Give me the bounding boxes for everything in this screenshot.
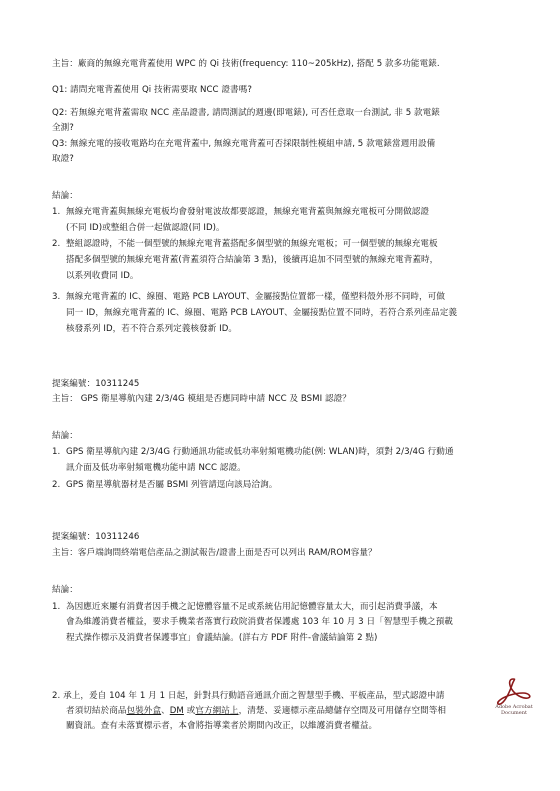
- section1-subject: 主旨：廠商的無線充電背蓋使用 WPC 的 Qi 技術(frequency: 110~205kHz), 搭配 5 款多功能電錶.: [52, 59, 440, 69]
- attachment-caption: [480, 704, 548, 716]
- section1-conclusion-label: 結論：: [52, 191, 78, 201]
- section1-item2-line3: 以系列收費同 ID。: [66, 271, 139, 281]
- section2-item2-line1: GPS 衛星導航器材是否屬 BSMI 列管請逕向該局洽詢。: [66, 480, 278, 490]
- section1-item3-number: 3.: [52, 292, 61, 302]
- section1-item3-line2: 同一 ID，無線充電背蓋的 IC、線圈、電路 PCB LAYOUT、金屬接點位置不同時，若符合系列產品定義: [66, 308, 457, 318]
- section1-item3-line3: 核發系列 ID，若不符合系列定義核發新 ID。: [66, 324, 238, 334]
- section3-item2-line3: 關資訊。查有未落實標示者，本會將指導業者於期間內改正，以維護消費者權益。: [66, 721, 378, 731]
- attachment-caption-line1: Adobe Acrobat: [495, 704, 533, 710]
- underlined-packaging: 包裝外盒: [126, 706, 162, 716]
- section3-item1-line3: 程式操作標示及消費者保護事宜」會議結論。(詳右方 PDF 附件-會議結論第 2 點): [66, 633, 378, 643]
- section3-conclusion-label: 結論：: [52, 585, 78, 595]
- adobe-acrobat-icon: [488, 676, 538, 706]
- section2-item1-line2: 訊介面及低功率射頻電機功能申請 NCC 認證。: [66, 463, 246, 473]
- underlined-official-website: 官方網站上: [195, 706, 239, 716]
- section1-item2-line1: 整組認證時，不能一個型號的無線充電背蓋搭配多個型號的無線充電板；可一個型號的無線充電板: [66, 239, 438, 249]
- connector-or: 或: [183, 706, 196, 716]
- section2-subject: 主旨： GPS 衛星導航內建 2/3/4G 模組是否應同時申請 NCC 及 BSMI 認證？: [52, 394, 351, 404]
- section1-item3-line1: 無線充電背蓋的 IC、線圈、電路 PCB LAYOUT、金屬接點位置都一樣，僅塑料殼外形不同時，可做: [66, 292, 445, 302]
- section2-item2-number: 2.: [52, 480, 61, 490]
- section1-q2-line2: 全測?: [52, 123, 74, 133]
- section3-item1-line2: 會為維護消費者權益，要求手機業者落實行政院消費者保護處 103 年 10 月 3 日「智慧型手機之預載: [66, 617, 453, 627]
- attachment-pdf[interactable]: [488, 676, 538, 726]
- section3-item2-line2-end: ，清楚、妥適標示產品總儲存空間及可用儲存空間等相: [238, 706, 447, 716]
- section3-item2-line2-start: 者須切結於商品: [66, 706, 127, 716]
- section3-item2-line1: 2. 承上，爰自 104 年 1 月 1 日起，針對具行動語音通訊介面之智慧型手機、平板產品，型式認證申請: [52, 691, 445, 701]
- section1-q3-line1: Q3: 無線充電的接收電路均在充電背蓋中, 無線充電背蓋可否採限制性模組申請, 5 款電錶當週用設備: [52, 139, 436, 149]
- section1-item1-line1: 無線充電背蓋與無線充電板均會發射電波故都要認證，無線充電背蓋與無線充電板可分開做認證: [66, 207, 430, 217]
- section3-item2-line2: [66, 705, 446, 717]
- separator-comma: 、: [161, 706, 170, 716]
- section1-q2-line1: Q2: 若無線充電背蓋需取 NCC 產品證書, 請問測試的週邊(即電錶), 可否任意取一台測試, 非 5 款電錶: [52, 108, 440, 118]
- section2-proposal-number: 提案編號：10311245: [52, 379, 140, 389]
- section2-item1-number: 1.: [52, 447, 61, 457]
- section3-item1-number: 1.: [52, 602, 61, 612]
- section1-item1-line2: (不同 ID)或整組合併一起做認證(同 ID)。: [66, 223, 225, 233]
- section3-item1-line1: 為因應近來屢有消費者因手機之記憶體容量不足或系統佔用記憶體容量太大，而引起消費爭議，本: [66, 602, 438, 612]
- section1-item2-line2: 搭配多個型號的無線充電背蓋(背蓋須符合結論第 3 點)，後續再追加不同型號的無線充電背蓋時，: [66, 255, 439, 265]
- section1-q3-line2: 取證?: [52, 154, 74, 164]
- section2-conclusion-label: 結論：: [52, 431, 78, 441]
- section1-q1: Q1: 請問充電背蓋使用 Qi 技術需要取 NCC 證書嗎?: [52, 85, 252, 95]
- section2-item1-line1: GPS 衛星導航內建 2/3/4G 行動通訊功能或低功率射頻電機功能(例: WLAN)時，須對 2/3/4G 行動通: [66, 447, 454, 457]
- underlined-dm: DM: [169, 706, 184, 716]
- section3-subject: 主旨：客戶端詢問終端電信產品之測試報告/證書上面是否可以列出 RAM/ROM容量？: [52, 548, 377, 558]
- section1-item1-number: 1.: [52, 207, 61, 217]
- section3-proposal-number: 提案編號：10311246: [52, 532, 140, 542]
- attachment-caption-line2: Document: [501, 710, 527, 716]
- section1-item2-number: 2.: [52, 239, 61, 249]
